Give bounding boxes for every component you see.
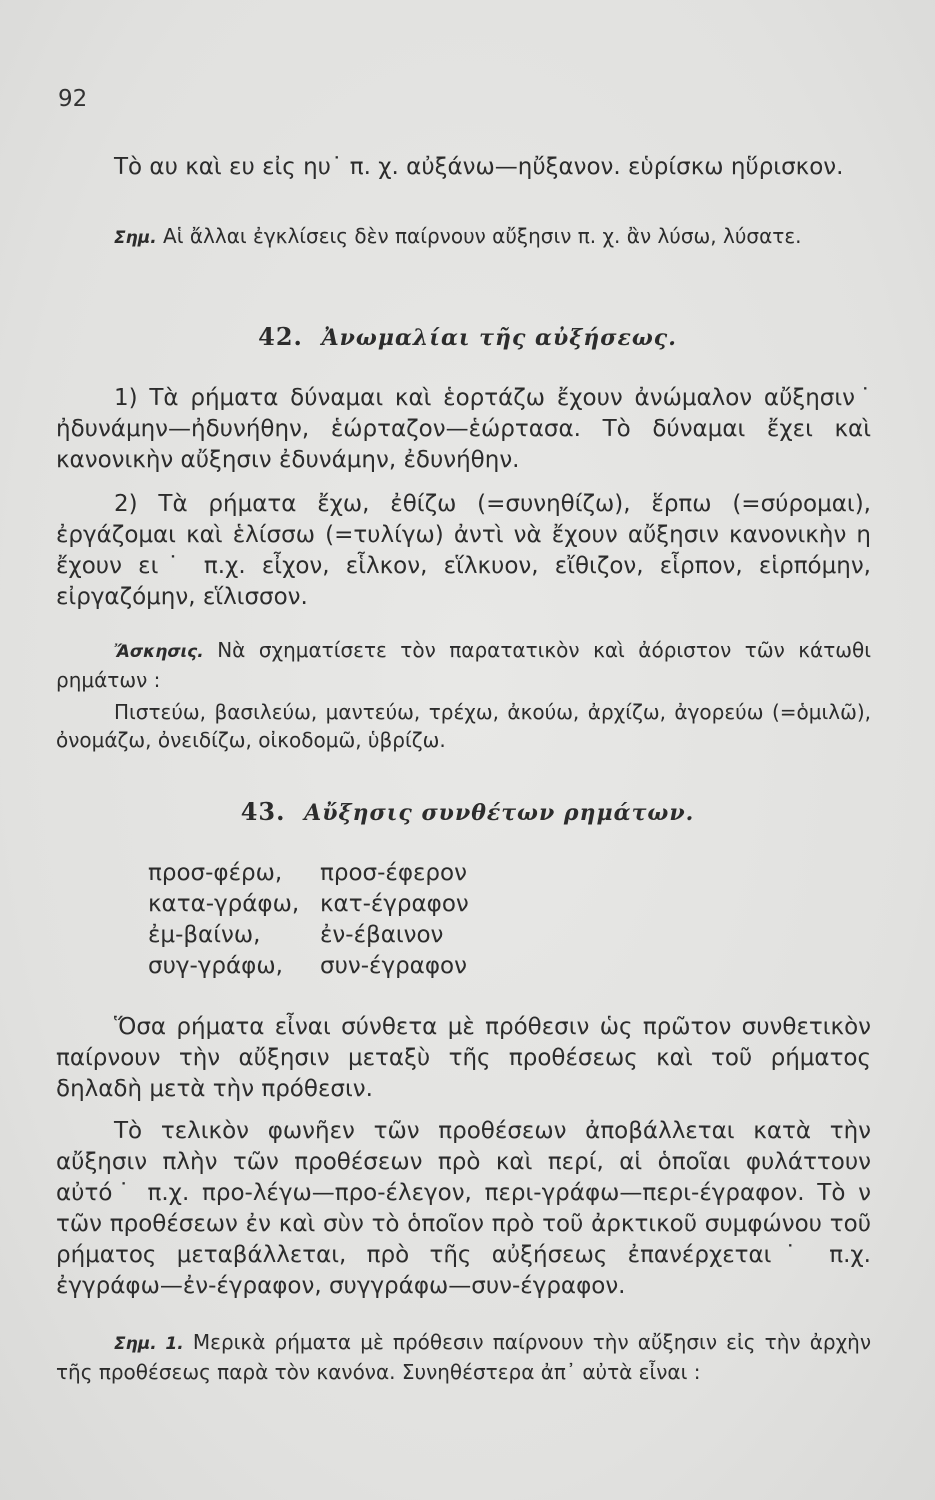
- past-form: συν-έγραφον: [320, 953, 467, 979]
- paragraph-2: Τὸ τελικὸν φωνῆεν τῶν προθέσεων ἀποβάλλεται κατὰ τὴν αὔξησιν πλὴν τῶν προθέσεων πρὸ καὶ περί, αἱ ὁποῖαι φυλάττουν αὐτό˙ π.χ. προ-λέγω—προ-έλεγον, περι-γράφω—περι-έγραφον. Τὸ ν τῶν προθέσεων ἐν καὶ σὺν τὸ ὁποῖον πρὸ τοῦ ἀρκτικοῦ συμφώνου τοῦ ρήματος μεταβάλλεται, πρὸ τῆς αὐξήσεως ἐπανέρχεται˙ π.χ. ἐγγράφω—ἐν-έγραφον, συγγράφω—συν-έγραφον.: [56, 1118, 871, 1299]
- note-text: Μερικὰ ρήματα μὲ πρόθεσιν παίρνουν τὴν αὔξησιν εἰς τὴν ἀρχὴν τῆς προθέσεως παρὰ τὸν κανόνα. Συνηθέστερα ἀπ᾽ αὐτὰ εἶναι :: [56, 1330, 871, 1384]
- past-form: προσ-έφερον: [320, 860, 467, 886]
- compound-forms: [148, 858, 469, 982]
- exercise-list: Πιστεύω, βασιλεύω, μαντεύω, τρέχω, ἀκούω, ἀρχίζω, ἀγορεύω (=ὁμιλῶ), ὀνομάζω, ὀνειδίζω, οἰκοδομῶ, ὑβρίζω.: [56, 700, 871, 752]
- paragraph-2: 2) Τὰ ρήματα ἔχω, ἐθίζω (=συνηθίζω), ἕρπω (=σύρομαι), ἐργάζομαι καὶ ἑλίσσω (=τυλίγω) ἀντὶ νὰ ἔχουν αὔξησιν κανονικὴν η ἔχουν ει˙ π.χ. εἶχον, εἷλκον, εἵλκυον, εἴθιζον, εἷρπον, εἱρπόμην, εἰργαζόμην, εἵλισσον.: [56, 491, 871, 610]
- form-row: [148, 920, 469, 951]
- note-text: Αἱ ἄλλαι ἐγκλίσεις δὲν παίρνουν αὔξησιν π. χ. ἂν λύσω, λύσατε.: [163, 224, 802, 248]
- present-form: κατα-γράφω,: [148, 891, 300, 917]
- present-form: προσ-φέρω,: [148, 860, 283, 886]
- section-42-body: [56, 383, 871, 476]
- past-form: κατ-έγραφον: [320, 891, 469, 917]
- exercise-label: Ἄσκησις.: [114, 642, 204, 662]
- page-number: 92: [58, 86, 88, 112]
- note-label: Σημ. 1.: [114, 1334, 184, 1354]
- form-row: [148, 858, 469, 889]
- intro-block: [56, 152, 871, 183]
- section-43-heading: [0, 797, 935, 826]
- past-form: ἐν-έβαινον: [320, 922, 444, 948]
- form-row: [148, 951, 469, 982]
- intro-line: Τὸ αυ καὶ ευ εἰς ηυ˙ π. χ. αὐξάνω—ηὔξανον. εὑρίσκω ηὕρισκον.: [114, 154, 844, 180]
- section-43-body: [56, 1012, 871, 1105]
- exercise-list-block: [56, 698, 871, 754]
- present-form: ἐμ-βαίνω,: [148, 922, 261, 948]
- paragraph-1: 1) Τὰ ρήματα δύναμαι καὶ ἑορτάζω ἔχουν ἀνώμαλον αὔξησιν˙ ἠδυνάμην—ἠδυνήθην, ἑώρταζον—ἑώρτασα. Τὸ δύναμαι ἔχει καὶ κανονικὴν αὔξησιν ἐδυνάμην, ἐδυνήθην.: [56, 385, 871, 473]
- section-title: Αὔξησις συνθέτων ρημάτων.: [304, 800, 695, 826]
- section-number: 42.: [258, 322, 303, 351]
- section-42-heading: [0, 322, 935, 351]
- section-title: Ἀνωμαλίαι τῆς αὐξήσεως.: [321, 325, 677, 351]
- intro-note: [56, 222, 871, 252]
- present-form: συγ-γράφω,: [148, 953, 283, 979]
- section-42-body-2: [56, 489, 871, 613]
- note-label: Σημ.: [114, 228, 157, 248]
- exercise-text: Νὰ σχηματίσετε τὸν παρατατικὸν καὶ ἀόριστον τῶν κάτωθι ρημάτων :: [56, 638, 872, 692]
- exercise-block: [56, 636, 871, 694]
- form-row: [148, 889, 469, 920]
- note-1-block: [56, 1328, 871, 1386]
- paragraph-1: Ὅσα ρήματα εἶναι σύνθετα μὲ πρόθεσιν ὡς πρῶτον συνθετικὸν παίρνουν τὴν αὔξησιν μεταξὺ τῆς προθέσεως καὶ τοῦ ρήματος δηλαδὴ μετὰ τὴν πρόθεσιν.: [56, 1014, 871, 1102]
- section-43-body-2: [56, 1116, 871, 1302]
- section-number: 43.: [240, 797, 286, 826]
